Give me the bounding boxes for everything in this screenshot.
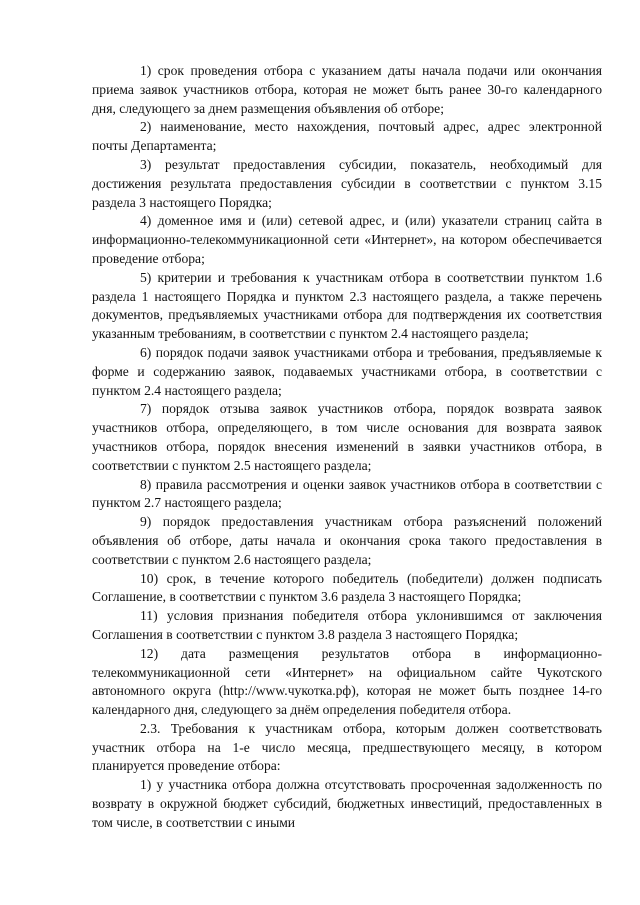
section-2-3-paragraph: 2.3. Требования к участникам отбора, которым должен соответствовать участник отбора на 1-е число месяца, предшествующего месяцу, в котором планируется проведение отбора: [92,720,602,774]
paragraph-item-8: 8) правила рассмотрения и оценки заявок участников отбора в соответствии с пунктом 2.7 настоящего раздела; [92,476,602,511]
paragraph-item-3: 3) результат предоставления субсидии, показатель, необходимый для достижения результата предоставления субсидии в соответствии с пунктом 3.15 раздела 3 настоящего Порядка; [92,156,602,210]
requirement-item-1: 1) у участника отбора должна отсутствовать просроченная задолженность по возврату в окружной бюджет субсидий, бюджетных инвестиций, предоставленных в том числе, в соответствии с иными [92,777,602,830]
paragraph-item-2: 2) наименование, место нахождения, почтовый адрес, адрес электронной почты Департамента; [92,119,602,154]
paragraph-item-1: 1) срок проведения отбора с указанием даты начала подачи или окончания приема заявок участников отбора, которая не может быть ранее 30-го календарного дня, следующего за днем размещения объявления об отборе; [92,63,602,116]
paragraph-item-4: 4) доменное имя и (или) сетевой адрес, и (или) указатели страниц сайта в информационно-телекоммуникационной сети «Интернет», на котором обеспечивается проведение отбора; [92,213,602,266]
paragraph-item-11: 11) условия признания победителя отбора уклонившимся от заключения Соглашения в соответствии с пунктом 3.8 раздела 3 настоящего Порядка; [92,608,602,642]
paragraph-item-5: 5) критерии и требования к участникам отбора в соответствии пунктом 1.6 раздела 1 настоящего Порядка и пунктом 2.3 настоящего раздела, а также перечень документов, предъявляемых участниками отбора для подтверждения их соответствия указанным требованиям, в соответствии с пунктом 2.4 настоящего раздела; [92,269,602,342]
paragraph-item-12: 12) дата размещения результатов отбора в информационно-телекоммуникационной сети «Интернет» на официальном сайте Чукотского автономного округа (http://www.чукотка.рф), которая не может быть позднее 14-го календарного дня, следующего за днём определения победителя отбора. [92,645,602,718]
paragraph-item-9: 9) порядок предоставления участникам отбора разъяснений положений объявления об отборе, даты начала и окончания срока такого предоставления в соответствии с пунктом 2.6 настоящего раздела; [92,514,602,567]
paragraph-item-10: 10) срок, в течение которого победитель (победители) должен подписать Соглашение, в соответствии с пунктом 3.6 раздела 3 настоящего Порядка; [92,570,602,605]
paragraph-item-7: 7) порядок отзыва заявок участников отбора, порядок возврата заявок участников отбора, определяющего, в том числе основания для возврата заявок участников отбора, порядок внесения изменений в заявки участников отбора, в соответствии с пунктом 2.5 настоящего раздела; [92,401,602,473]
paragraph-item-6: 6) порядок подачи заявок участниками отбора и требования, предъявляемые к форме и содержанию заявок, подаваемых участниками отбора, в соответствии с пунктом 2.4 настоящего раздела; [92,344,602,398]
